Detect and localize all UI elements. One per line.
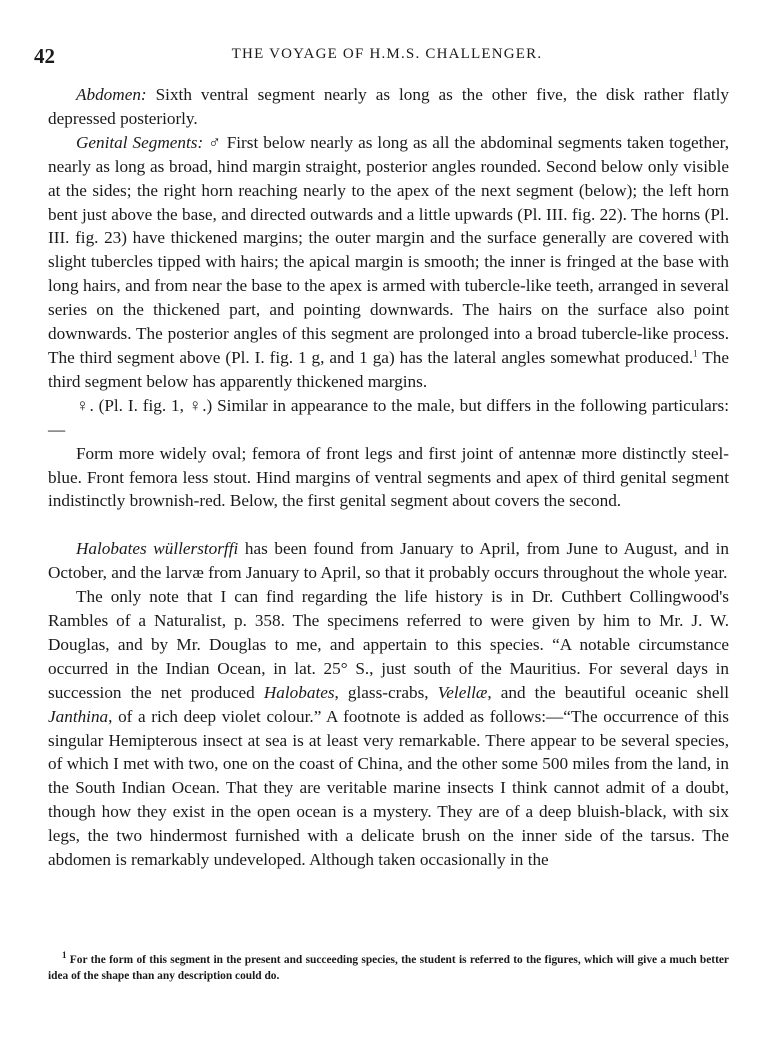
body-text bbox=[48, 83, 729, 872]
paragraph-life-history bbox=[48, 585, 729, 872]
footnote bbox=[48, 950, 729, 984]
paragraph-abdomen bbox=[48, 83, 729, 131]
paragraph-text: and the beautiful oceanic shell bbox=[500, 682, 729, 702]
paragraph-text-continued: The third segment below has apparently thickened margins. bbox=[48, 347, 729, 391]
paragraph-female-particulars bbox=[48, 442, 729, 514]
species-name: Halobates wüllerstorffi bbox=[76, 539, 239, 559]
paragraph-text: , glass-crabs, bbox=[334, 682, 438, 702]
running-head: THE VOYAGE OF H.M.S. CHALLENGER. bbox=[231, 46, 543, 62]
paragraph-text: Sixth ventral segment nearly as long as the other five, the disk rather flatly depressed posteriorly. bbox=[48, 85, 729, 128]
genus-halobates: Halobates bbox=[263, 682, 335, 702]
genus-janthina: Janthina bbox=[48, 706, 109, 726]
paragraph-female bbox=[48, 394, 729, 442]
footnote-text: For the form of this segment in the present and succeeding species, the student is referred to the figures, which will give a much better idea of the shape than any description could do. bbox=[48, 954, 729, 982]
genus-velellae: Velellæ bbox=[437, 682, 488, 702]
paragraph-text: ♂ First below nearly as long as all the abdominal segments taken together, nearly as long as broad, hind margin straight, posterior angles rounded. Second below only visible at the sides; the right horn reaching nearly to the apex of the next segment (below); the left horn bent just above the base, and directed outwards and a little upwards (Pl. III. fig. 22). The horns (Pl. III. fig. 23) have thickened margins; the outer margin and the surface generally are covered with slight tubercles tipped with hairs; the apical margin is smooth; the inner is fringed at the base with long hairs, and from near the base to the apex is armed with tubercle-like teeth, arranged in several series on the thickened part, and pointing downwards. The hairs on the surface also point downwards. The posterior angles of this segment are prolonged into a broad tubercle-like process. The third segment above (Pl. I. fig. 1 g, and 1 ga) has the lateral angles somewhat produced. bbox=[48, 132, 729, 367]
paragraph-label: Genital Segments: bbox=[76, 132, 204, 152]
page-header bbox=[34, 44, 740, 68]
paragraph-text: The only note that I can find regarding the life history is in Dr. Cuthbert Collingwood's Rambles of a Naturalist, p. 358. The specimens referred to were given by him to Mr. J. W. Douglas, and by Mr. Douglas to me, and appertain to this species. “A notable circumstance occurred in the Indian Ocean, in lat. 25° S., just south of the Mauritius. For several days in succession the net produced bbox=[48, 587, 729, 702]
punctuation: , bbox=[487, 682, 492, 702]
paragraph-distribution bbox=[48, 537, 729, 585]
footnote-reference: 1 bbox=[693, 348, 698, 359]
paragraph-text: , of a rich deep violet colour.” A footnote is added as follows:—“The occurrence of this singular Hemipterous insect at sea is at least very remarkable. There appear to be several species, of which I met with two, one on the coast of China, and the other some 500 miles from the land, in the South Indian Ocean. That they are veritable marine insects I think cannot admit of a doubt, though how they exist in the open ocean is a mystery. They are of a deep bluish-black, with six legs, the two hindermost furnished with a delicate brush on the inner side of the tarsus. The abdomen is remarkably undeveloped. Although taken occasionally in the bbox=[48, 706, 729, 870]
paragraph-text: ♀. (Pl. I. fig. 1, ♀.) Similar in appearance to the male, but differs in the following particulars:— bbox=[48, 395, 729, 439]
footnote-marker: 1 bbox=[62, 950, 67, 961]
paragraph-genital-segments bbox=[48, 131, 729, 394]
paragraph-text: Form more widely oval; femora of front legs and first joint of antennæ more distinctly steel-blue. Front femora less stout. Hind margins of ventral segments and apex of third genital segment indistinctly brownish-red. Below, the first genital segment about covers the second. bbox=[48, 443, 729, 511]
paragraph-label: Abdomen: bbox=[76, 85, 147, 104]
paragraph-text: has been found from January to April, from June to August, and in October, and the larvæ from January to April, so that it probably occurs throughout the whole year. bbox=[48, 539, 729, 583]
page-number: 42 bbox=[34, 44, 55, 68]
